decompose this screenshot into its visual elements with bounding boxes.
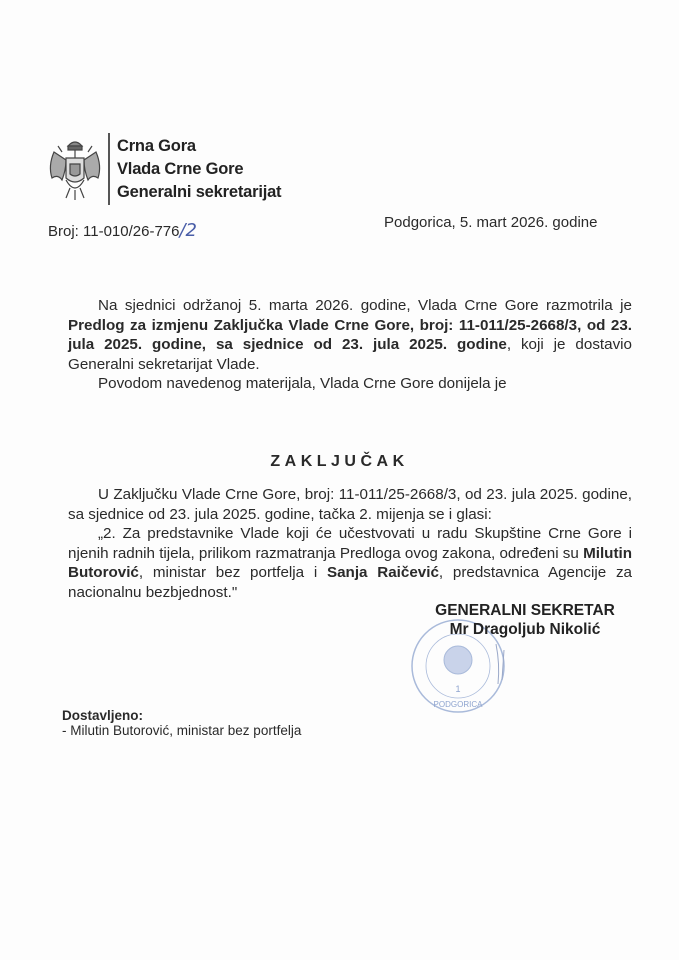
representative-name-2: Sanja Raičević	[326, 564, 439, 581]
intro-text: Na sjednici održanoj 5. marta 2026. godine, Vlada Crne Gore razmotrila je	[98, 297, 632, 314]
header-country: Crna Gora	[117, 137, 196, 155]
intro-bold-subject: Predlog za izmjenu Zaključka Vlade Crne Gore, broj: 11-011/25-2668/3, od 23. jula 2025. godine, sa sjednice od 23. jula 2025. godine	[68, 316, 632, 353]
conclusion-text-end: , predstavnica Agencije za nacionalnu bezbjednost."	[68, 564, 633, 601]
conclusion-text-mid: , ministar bez portfelja i	[138, 564, 327, 581]
reference-number-text: Broj: 11-010/26-776	[48, 223, 180, 240]
header-secretariat: Generalni sekretarijat	[117, 183, 282, 201]
reference-number	[48, 220, 197, 241]
svg-text:1: 1	[455, 684, 461, 694]
representative-name-1: Milutin Butorović	[68, 544, 632, 581]
delivered-section	[62, 708, 301, 738]
signatory-title: GENERALNI SEKRETAR	[435, 602, 615, 619]
conclusion-section	[68, 485, 632, 602]
place-date: Podgorica, 5. mart 2026. godine	[384, 214, 598, 231]
svg-text:PODGORICA: PODGORICA	[433, 700, 483, 709]
handwritten-suffix: /2	[179, 220, 198, 241]
header-government: Vlada Crne Gore	[117, 160, 244, 178]
conclusion-paragraph-2	[68, 524, 632, 602]
intro-second-paragraph: Povodom navedenog materijala, Vlada Crne Gore donijela je	[98, 375, 507, 392]
coat-of-arms-icon	[44, 136, 106, 204]
intro-paragraph	[68, 296, 632, 374]
document-title: ZAKLJUČAK	[270, 453, 409, 470]
conclusion-paragraph-1: U Zaključku Vlade Crne Gore, broj: 11-011/25-2668/3, od 23. jula 2025. godine, sa sjednice od 23. jula 2025. godine, tačka 2. mijenja se i glasi:	[68, 486, 632, 523]
delivered-label: Dostavljeno:	[62, 708, 144, 723]
intro-section	[68, 296, 632, 394]
signatory-name: Mr Dragoljub Nikolić	[449, 621, 601, 638]
intro-text-end: , koji je dostavio Generalni sekretarijat Vlade.	[68, 336, 632, 373]
delivered-item: - Milutin Butorović, ministar bez portfelja	[62, 723, 302, 738]
conclusion-text: „2. Za predstavnike Vlade koji će učestvovati u radu Skupštine Crne Gore i njenih radnih tijela, prilikom razmatranja Predloga ovog zakona, određeni su	[68, 525, 632, 562]
header-divider	[108, 133, 110, 205]
